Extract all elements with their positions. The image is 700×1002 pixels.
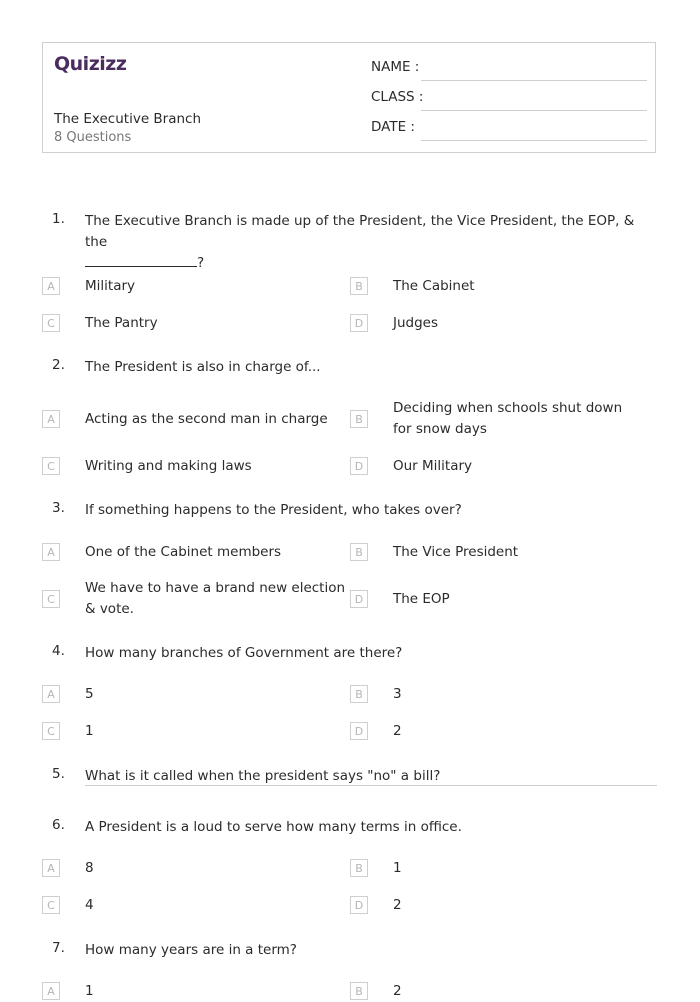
option-letter-box: D: [350, 314, 368, 332]
option-text: 4: [85, 897, 94, 913]
option-letter-box: A: [42, 277, 60, 295]
option-text: The Pantry: [85, 315, 158, 331]
option-letter-box: C: [42, 722, 60, 740]
option-letter-box: A: [42, 859, 60, 877]
question-text: What is it called when the president says "no" a bill?: [85, 768, 441, 784]
question-number: 5.: [52, 766, 65, 782]
option-text: 2: [393, 983, 402, 999]
option-text: Deciding when schools shut down for snow days: [393, 400, 623, 437]
class-label: CLASS :: [371, 89, 424, 105]
option-letter-box: A: [42, 543, 60, 561]
worksheet-title: The Executive Branch: [54, 111, 202, 127]
option-text: 1: [393, 860, 402, 876]
fill-in-blank: [85, 254, 197, 267]
question-count: 8 Questions: [54, 130, 132, 145]
option-letter-box: A: [42, 685, 60, 703]
option-text: Judges: [393, 315, 439, 331]
option-text: The EOP: [393, 591, 450, 607]
option-letter-box: A: [42, 410, 60, 428]
date-line: [421, 140, 647, 141]
option-letter-box: A: [42, 982, 60, 1000]
question-text: If something happens to the President, who takes over?: [85, 502, 462, 518]
question-text: [85, 211, 655, 274]
question-number: 6.: [52, 817, 65, 833]
option-text: 1: [85, 983, 94, 999]
option-text: One of the Cabinet members: [85, 544, 282, 560]
option-text: 5: [85, 686, 94, 702]
option-letter-box: D: [350, 722, 368, 740]
option-letter-box: D: [350, 896, 368, 914]
name-label: NAME :: [371, 59, 420, 75]
question-number: 1.: [52, 211, 65, 227]
name-field[interactable]: [371, 59, 647, 81]
question-text: The President is also in charge of...: [85, 359, 321, 375]
question-text: A President is a loud to serve how many terms in office.: [85, 819, 462, 835]
option-letter-box: D: [350, 590, 368, 608]
quizizz-logo: Quizizz: [54, 53, 127, 75]
option-text: The Cabinet: [393, 278, 475, 294]
option-letter-box: B: [350, 543, 368, 561]
option-text: 8: [85, 860, 94, 876]
answer-line[interactable]: [85, 785, 657, 786]
option-letter-box: C: [42, 896, 60, 914]
option-letter-box: C: [42, 314, 60, 332]
option-text: Our Military: [393, 458, 473, 474]
option-text: 2: [393, 897, 402, 913]
option-letter-box: D: [350, 457, 368, 475]
option-letter-box: C: [42, 457, 60, 475]
option-text: The Vice President: [393, 544, 519, 560]
date-field[interactable]: [371, 119, 647, 141]
class-line: [421, 110, 647, 111]
question-number: 2.: [52, 357, 65, 373]
option-letter-box: B: [350, 277, 368, 295]
option-text: Military: [85, 278, 136, 294]
question-number: 7.: [52, 940, 65, 956]
option-text: 1: [85, 723, 94, 739]
question-text: How many branches of Government are there?: [85, 645, 403, 661]
worksheet-header: [42, 42, 656, 153]
option-text: Acting as the second man in charge: [85, 411, 328, 427]
option-text: We have to have a brand new election & vote.: [85, 580, 346, 617]
question-text: How many years are in a term?: [85, 942, 297, 958]
option-letter-box: B: [350, 685, 368, 703]
option-letter-box: B: [350, 859, 368, 877]
option-letter-box: B: [350, 982, 368, 1000]
name-line: [421, 80, 647, 81]
class-field[interactable]: [371, 89, 647, 111]
option-text: 2: [393, 723, 402, 739]
option-letter-box: C: [42, 590, 60, 608]
option-text: 3: [393, 686, 402, 702]
question-text-part: The Executive Branch is made up of the President, the Vice President, the EOP, & the: [85, 213, 635, 250]
question-number: 4.: [52, 643, 65, 659]
question-text-part: ?: [197, 255, 205, 271]
question-number: 3.: [52, 500, 65, 516]
option-letter-box: B: [350, 410, 368, 428]
date-label: DATE :: [371, 119, 415, 135]
option-text: Writing and making laws: [85, 458, 252, 474]
